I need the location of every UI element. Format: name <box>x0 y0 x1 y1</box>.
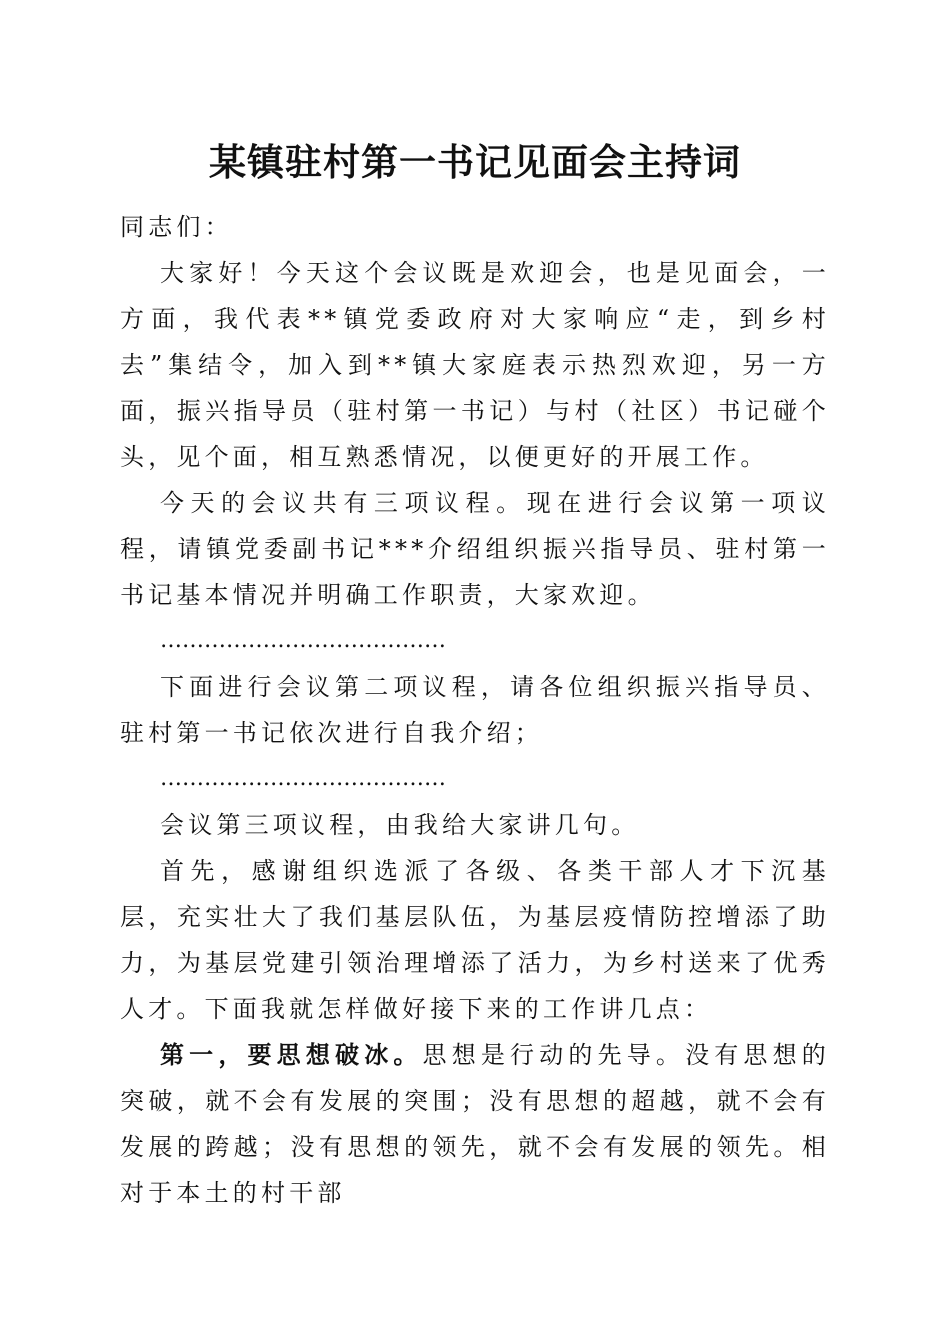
point-one-text: 思想是行动的先导。没有思想的突破，就不会有发展的突围；没有思想的超越，就不会有发展的跨越；没有思想的领先，就不会有发展的领先。相对于本土的村干部 <box>120 1041 830 1207</box>
paragraph-welcome: 大家好！今天这个会议既是欢迎会，也是见面会，一方面，我代表**镇党委政府对大家响应“走，到乡村去”集结令，加入到**镇大家庭表示热烈欢迎，另一方面，振兴指导员（驻村第一书记）与村（社区）书记碰个头，见个面，相互熟悉情况，以便更好的开展工作。 <box>120 259 830 471</box>
document-title: 某镇驻村第一书记见面会主持词 <box>209 140 741 184</box>
ellipsis-separator: ………………………………… <box>160 766 446 791</box>
paragraph-point-one <box>120 1032 830 1216</box>
document-body <box>120 204 830 1216</box>
paragraph-thanks: 首先，感谢组织选派了各级、各类干部人才下沉基层，充实壮大了我们基层队伍，为基层疫情防控增添了助力，为基层党建引领治理增添了活力，为乡村送来了优秀人才。下面我就怎样做好接下来的工作讲几点： <box>120 857 830 1023</box>
salutation: 同志们： <box>120 213 233 241</box>
paragraph-agenda-one: 今天的会议共有三项议程。现在进行会议第一项议程，请镇党委副书记***介绍组织振兴指导员、驻村第一书记基本情况并明确工作职责，大家欢迎。 <box>120 489 830 609</box>
paragraph-agenda-two: 下面进行会议第二项议程，请各位组织振兴指导员、驻村第一书记依次进行自我介绍； <box>120 673 830 747</box>
point-one-heading: 第一，要思想破冰。 <box>160 1040 423 1069</box>
ellipsis-separator: ………………………………… <box>160 628 446 653</box>
paragraph-agenda-three: 会议第三项议程，由我给大家讲几句。 <box>160 811 640 839</box>
